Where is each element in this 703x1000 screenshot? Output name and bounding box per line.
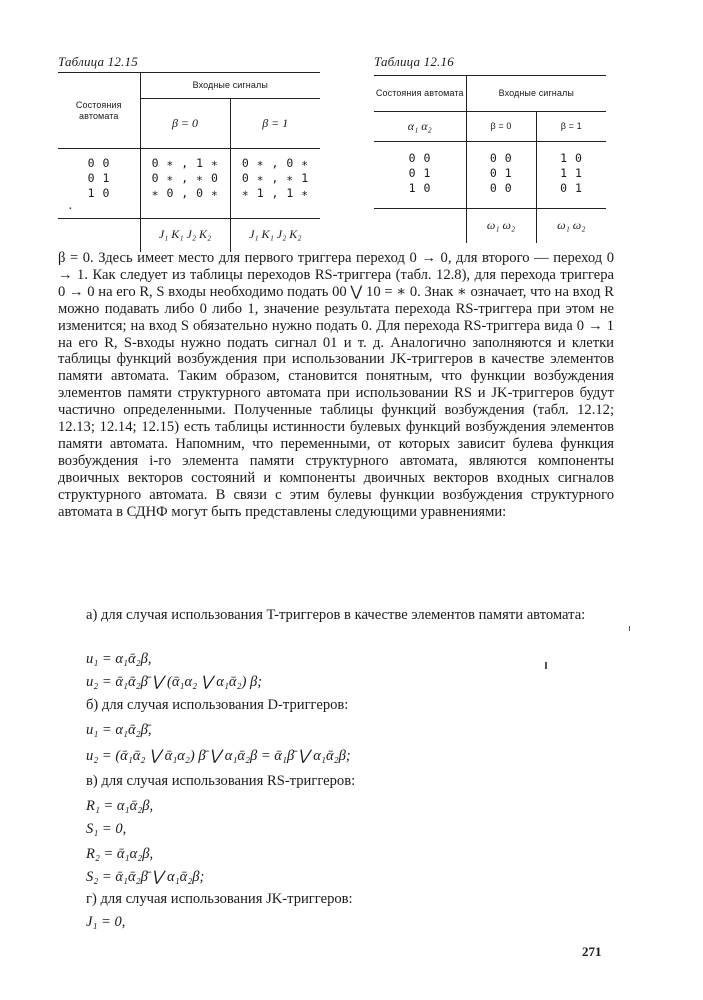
- scan-speck: [545, 662, 547, 669]
- table-12-15: Состояния автомата Входные сигналы β = 0 β = 1 0 0 0 ∗ , 1 ∗ 0 ∗ , 0 ∗ 0 1 0 ∗ , ∗ 0 0 ∗ , ∗ 1 1 0 ∗ 0 , 0 ∗ ∗ 1 , 1 ∗ · J₁ K₁ J₂ K₂ J₁ K₁ J₂ K₂: [58, 72, 320, 252]
- table1-beta0-header: β = 0: [140, 99, 230, 149]
- scan-speck: [629, 626, 630, 631]
- table1-beta1-header: β = 1: [230, 99, 320, 149]
- table1-footer-row: J₁ K₁ J₂ K₂ J₁ K₁ J₂ K₂: [58, 218, 320, 252]
- table1-inputs-header: Входные сигналы: [140, 73, 320, 99]
- table-row: 0 0 0 ∗ , 1 ∗ 0 ∗ , 0 ∗: [58, 157, 320, 172]
- table2-footer-row: ω₁ ω₂ ω₁ ω₂: [374, 209, 606, 243]
- table2-beta1-header: β = 1: [536, 112, 606, 142]
- equation-b2: u₂ = (ᾱ₁ᾱ₂ ⋁ ᾱ₁α₂) β̄ ⋁ α₁ᾱ₂β = ᾱ₁β̄ ⋁ α₁ᾱ₂β;: [86, 748, 351, 764]
- case-d-text: г) для случая использования JK-триггеров:: [86, 891, 353, 907]
- equation-c4: S₂ = ᾱ₁ᾱ₂β̄ ⋁ α₁ᾱ₂β;: [86, 869, 205, 885]
- table2-beta0-header: β = 0: [466, 112, 536, 142]
- table-row: 1 0 0 0 0 1: [374, 182, 606, 197]
- table-row: 0 0 0 0 1 0: [374, 152, 606, 167]
- case-c-text: в) для случая использования RS-триггеров:: [86, 773, 356, 789]
- table2-state-vars: α₁ α₂: [407, 118, 432, 133]
- equation-c1: R₁ = α₁ᾱ₂β,: [86, 798, 154, 814]
- table2-state-header: Состояния автомата: [374, 76, 466, 112]
- table1-caption: Таблица 12.15: [58, 54, 138, 69]
- table-row: 0 1 0 ∗ , ∗ 0 0 ∗ , ∗ 1: [58, 172, 320, 187]
- equation-b1: u₁ = α₁ᾱ₂β̄,: [86, 722, 152, 738]
- table-12-16: [374, 75, 606, 243]
- equation-a2: u₂ = ᾱ₁ᾱ₂β̄ ⋁ (ᾱ₁α₂ ⋁ α₁ᾱ₂) β;: [86, 674, 263, 690]
- table1-state-header: Состояния автомата: [58, 73, 140, 149]
- equation-d1: J₁ = 0,: [86, 914, 126, 930]
- table2-caption: Таблица 12.16: [374, 54, 454, 69]
- page-number: 271: [582, 944, 602, 959]
- table-row: 0 1 0 1 1 1: [374, 167, 606, 182]
- body-paragraph: β = 0. Здесь имеет место для первого триггера переход 0 → 0, для второго — переход 0 → 1. Как следует из таблицы переходов RS-триггера (табл. 12.8), для перехода триггера 0 → 0 на его R, S входы необходимо подать 00 ⋁ 10 = ∗ 0. Знак ∗ означает, что на вход R можно подавать либо 0 либо 1, значение результата перехода RS-триггера при этом не изменится; на вход S обязательно нужно подать 0. Для перехода RS-триггера вида 0 → 1 на его R, S-входы нужно подать сигнал 01 и т. д. Аналогично заполняются и клетки таблицы функций возбуждения при использовании JK-триггеров в качестве элементов памяти автомата. Таким образом, становится понятным, что функции возбуждения элементов памяти структурного автомата при использовании RS и JK-триггеров будут частично определенными. Полученные таблицы функций возбуждения (табл. 12.12; 12.13; 12.14; 12.15) есть таблицы истинности булевых функций возбуждения элементов памяти автомата. Напомним, что переменными, от которых зависит булева функция возбуждения i-го элемента памяти структурного автомата, являются компоненты двоичных векторов состояний и компоненты двоичных векторов входных сигналов структурного автомата. В связи с этим булевы функции возбуждения структурного автомата в СДНФ могут быть представлены следующими уравнениями:: [58, 250, 614, 520]
- case-b-text: б) для случая использования D-триггеров:: [86, 697, 349, 713]
- table-row: 1 0 ∗ 0 , 0 ∗ ∗ 1 , 1 ∗: [58, 187, 320, 202]
- equation-a1: u₁ = α₁ᾱ₂β,: [86, 651, 152, 667]
- case-a-text: а) для случая использования T-триггеров в качестве элементов памяти автомата:: [86, 607, 586, 623]
- equation-c2: S₁ = 0,: [86, 821, 127, 837]
- table2-inputs-header: Входные сигналы: [466, 76, 606, 112]
- equation-c3: R₂ = ᾱ₁α₂β,: [86, 846, 154, 862]
